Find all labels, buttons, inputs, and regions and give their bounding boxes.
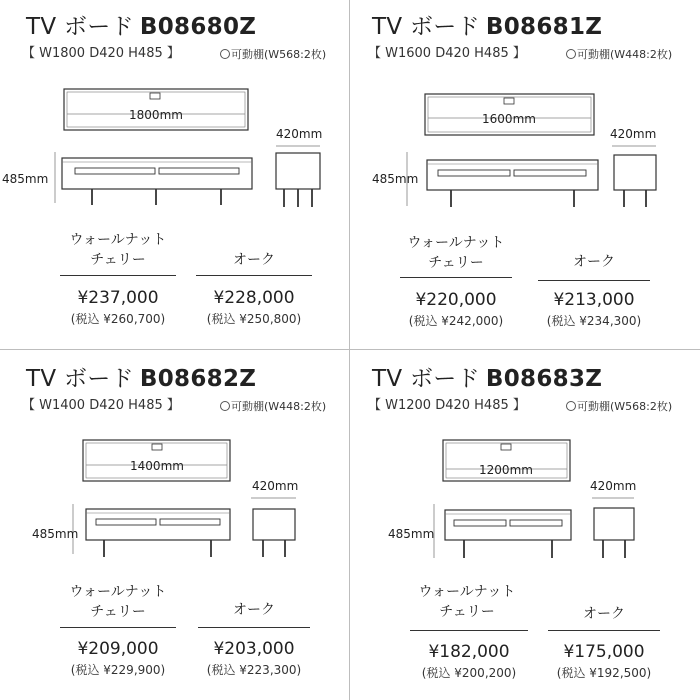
shelf-note-text: 可動棚(W448:2枚): [231, 400, 327, 413]
depth-label: 420mm: [276, 127, 323, 141]
walnut-cherry-label: [60, 230, 176, 270]
cable-hole-icon: [150, 93, 160, 99]
title-prefix: TV ボード: [372, 14, 480, 40]
drawer-right: [159, 168, 239, 174]
title-prefix: TV ボード: [26, 366, 134, 392]
drawer-right: [514, 170, 586, 176]
furniture-drawing: [352, 0, 692, 230]
oak-tax-price: (税込 ¥250,800): [206, 312, 302, 326]
furniture-drawing: [352, 352, 692, 582]
cherry-label: チェリー: [428, 255, 484, 271]
depth-label: 420mm: [590, 479, 637, 493]
drawer-right: [510, 520, 562, 526]
walnut-tax-price: (税込 ¥200,200): [421, 666, 517, 680]
shelf-note-text: 可動棚(W568:2枚): [577, 400, 673, 413]
walnut-price: ¥182,000: [428, 642, 510, 662]
model-number: B08682Z: [139, 366, 257, 392]
oak-underline: [538, 280, 650, 281]
model-number: B08680Z: [139, 14, 257, 40]
shelf-note-text: 可動棚(W568:2枚): [231, 48, 327, 61]
model-number: B08683Z: [485, 366, 603, 392]
walnut-tax-price: (税込 ¥242,000): [408, 314, 504, 328]
side-view-body: [276, 153, 320, 189]
walnut-label: ウォールナット: [407, 235, 505, 251]
depth-label: 420mm: [610, 127, 657, 141]
walnut-cherry-label: [60, 582, 176, 622]
cable-hole-icon: [504, 98, 514, 104]
walnut-label: ウォールナット: [69, 584, 167, 600]
product-panel-b08683z: [352, 352, 692, 692]
oak-label: オーク: [233, 602, 275, 618]
drawer-right: [160, 519, 220, 525]
furniture-drawing: [0, 352, 340, 582]
product-panel-b08682z: [0, 352, 340, 692]
side-view-body: [614, 155, 656, 190]
height-label: 485mm: [32, 527, 79, 541]
front-view-body: [86, 509, 230, 540]
width-label: 1600mm: [482, 112, 536, 126]
vertical-divider: [349, 0, 350, 700]
dimensions-text: 【 W1400 D420 H485 】: [22, 398, 180, 413]
walnut-cherry-label: [400, 233, 512, 273]
title-prefix: TV ボード: [26, 14, 134, 40]
oak-underline: [198, 627, 310, 628]
width-label: 1200mm: [479, 463, 533, 477]
walnut-tax-price: (税込 ¥229,900): [70, 663, 166, 677]
cherry-label: チェリー: [439, 604, 495, 620]
height-label: 485mm: [2, 172, 49, 186]
oak-price: ¥175,000: [563, 642, 645, 662]
height-label: 485mm: [388, 527, 435, 541]
walnut-label: ウォールナット: [69, 232, 167, 248]
drawer-left: [438, 170, 510, 176]
horizontal-divider: [0, 349, 700, 350]
walnut-price: ¥209,000: [77, 639, 159, 659]
oak-tax-price: (税込 ¥192,500): [556, 666, 652, 680]
cable-hole-icon: [152, 444, 162, 450]
walnut-underline: [60, 627, 176, 628]
product-panel-b08681z: [352, 0, 692, 340]
walnut-underline: [400, 277, 512, 278]
model-number: B08681Z: [485, 14, 603, 40]
dimensions-text: 【 W1600 D420 H485 】: [368, 46, 526, 61]
side-view-body: [253, 509, 295, 540]
depth-label: 420mm: [252, 479, 299, 493]
front-view-body: [427, 160, 598, 190]
front-view-body: [445, 510, 571, 540]
furniture-drawing: [0, 0, 340, 230]
width-label: 1800mm: [129, 108, 183, 122]
walnut-label: ウォールナット: [418, 584, 516, 600]
walnut-tax-price: (税込 ¥260,700): [70, 312, 166, 326]
walnut-price: ¥220,000: [415, 290, 497, 310]
drawer-left: [96, 519, 156, 525]
shelf-note-text: 可動棚(W448:2枚): [577, 48, 673, 61]
oak-underline: [196, 275, 312, 276]
product-panel-b08680z: [0, 0, 340, 340]
oak-underline: [548, 630, 660, 631]
walnut-price: ¥237,000: [77, 288, 159, 308]
width-label: 1400mm: [130, 459, 184, 473]
walnut-underline: [60, 275, 176, 276]
side-view-body: [594, 508, 634, 540]
dimensions-text: 【 W1200 D420 H485 】: [368, 398, 526, 413]
drawer-left: [454, 520, 506, 526]
oak-label: オーク: [573, 254, 615, 270]
oak-price: ¥213,000: [553, 290, 635, 310]
oak-tax-price: (税込 ¥234,300): [546, 314, 642, 328]
oak-price: ¥203,000: [213, 639, 295, 659]
cable-hole-icon: [501, 444, 511, 450]
height-label: 485mm: [372, 172, 419, 186]
oak-tax-price: (税込 ¥223,300): [206, 663, 302, 677]
walnut-cherry-label: [408, 582, 526, 622]
cherry-label: チェリー: [90, 604, 146, 620]
title-prefix: TV ボード: [372, 366, 480, 392]
drawer-left: [75, 168, 155, 174]
walnut-underline: [410, 630, 528, 631]
cherry-label: チェリー: [90, 252, 146, 268]
oak-price: ¥228,000: [213, 288, 295, 308]
oak-label: オーク: [233, 252, 275, 268]
front-view-body: [62, 158, 252, 189]
oak-label: オーク: [583, 606, 625, 622]
dimensions-text: 【 W1800 D420 H485 】: [22, 46, 180, 61]
